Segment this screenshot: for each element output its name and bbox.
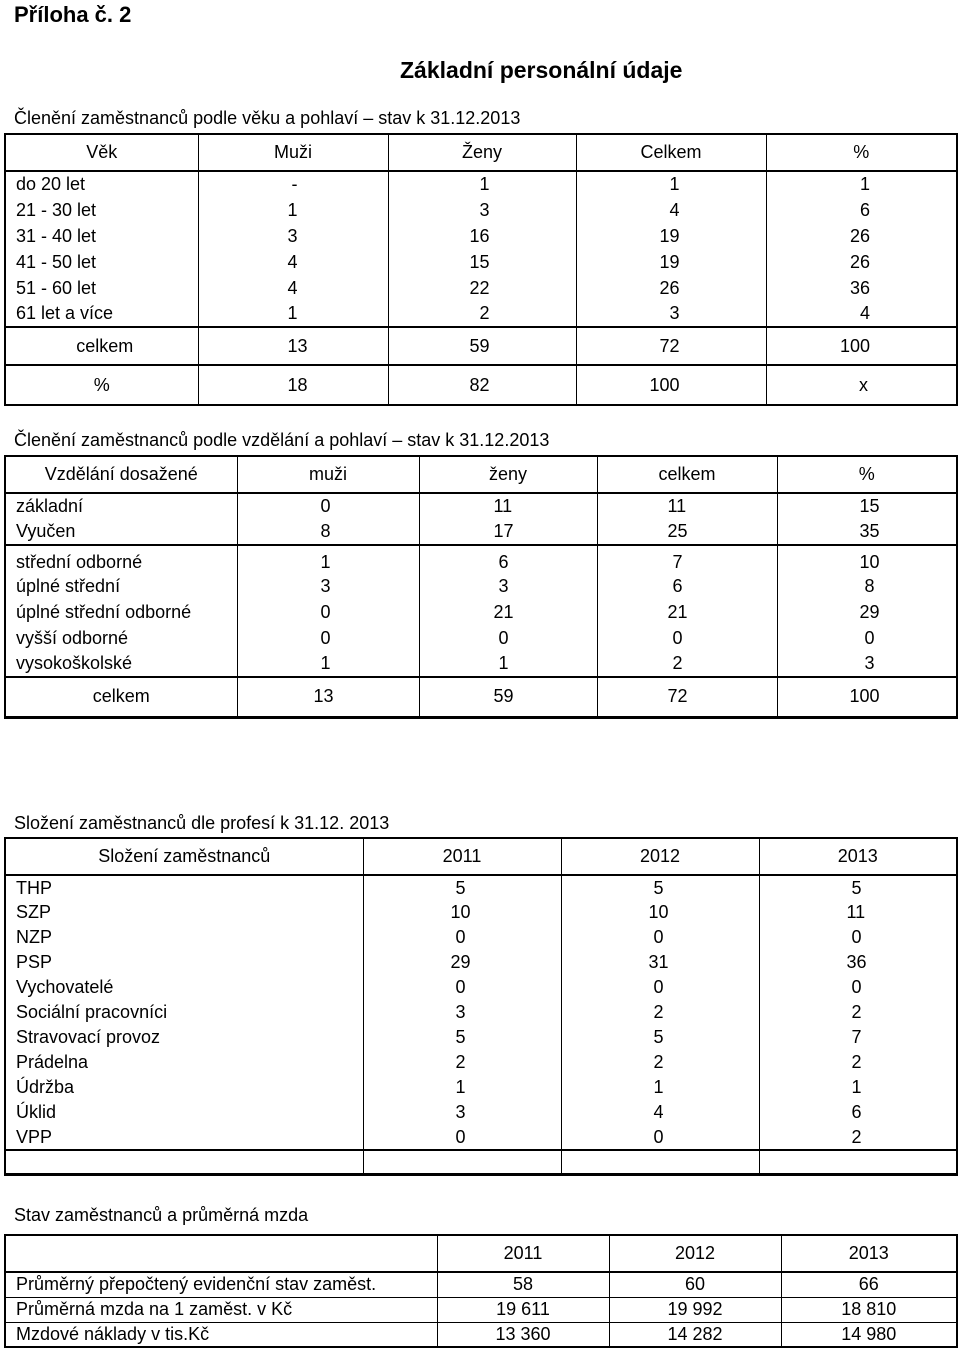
percent-cell: 0 — [777, 625, 957, 651]
men-cell: 0 — [237, 599, 419, 625]
year-2011-cell: 1 — [363, 1075, 561, 1100]
percent-cell: 100 — [766, 327, 957, 365]
profession-name-cell: VPP — [5, 1125, 363, 1150]
wage-header-cell: 2012 — [609, 1235, 781, 1272]
men-cell: 13 — [237, 677, 419, 717]
total-cell: 4 — [576, 197, 766, 223]
total-cell: 72 — [597, 677, 777, 717]
year-2012-cell: 5 — [561, 875, 759, 900]
table-row — [5, 1050, 957, 1075]
education-level-cell: úplné střední odborné — [5, 599, 237, 625]
total-cell: 6 — [597, 573, 777, 599]
men-cell: 0 — [237, 625, 419, 651]
year-2012-cell: 4 — [561, 1100, 759, 1125]
table-row — [5, 197, 957, 223]
percent-cell: 36 — [766, 275, 957, 301]
profession-name-cell: Stravovací provoz — [5, 1025, 363, 1050]
empty-cell — [5, 1150, 363, 1174]
age-group-cell: 21 - 30 let — [5, 197, 198, 223]
empty-cell — [759, 1150, 957, 1174]
profession-name-cell: THP — [5, 875, 363, 900]
men-cell: 1 — [237, 545, 419, 573]
women-cell: 11 — [419, 493, 597, 519]
profession-table-header-row — [5, 838, 957, 875]
education-level-cell: vyšší odborné — [5, 625, 237, 651]
year-2012-cell: 10 — [561, 900, 759, 925]
age-header-cell: Věk — [5, 134, 198, 171]
age-table — [4, 133, 958, 406]
percent-cell: 15 — [777, 493, 957, 519]
year-2011-cell: 58 — [437, 1272, 609, 1297]
table-row — [5, 925, 957, 950]
year-2012-cell: 19 992 — [609, 1297, 781, 1322]
education-table-header-row — [5, 456, 957, 493]
men-cell: 3 — [198, 223, 388, 249]
profession-header-cell: 2012 — [561, 838, 759, 875]
year-2013-cell: 2 — [759, 1125, 957, 1150]
wage-header-cell: 2013 — [781, 1235, 957, 1272]
men-cell: 18 — [198, 365, 388, 405]
year-2013-cell: 1 — [759, 1075, 957, 1100]
profession-header-cell: 2011 — [363, 838, 561, 875]
profession-name-cell: NZP — [5, 925, 363, 950]
table-row — [5, 1000, 957, 1025]
table-row — [5, 223, 957, 249]
table-row — [5, 599, 957, 625]
wage-header-cell: 2011 — [437, 1235, 609, 1272]
education-level-cell: Vyučen — [5, 519, 237, 545]
percent-cell: 100 — [777, 677, 957, 717]
women-cell: 3 — [388, 197, 576, 223]
empty-row — [5, 1150, 957, 1174]
women-cell: 0 — [419, 625, 597, 651]
empty-cell — [561, 1150, 759, 1174]
education-level-cell: střední odborné — [5, 545, 237, 573]
year-2013-cell: 14 980 — [781, 1322, 957, 1347]
total-cell: 7 — [597, 545, 777, 573]
age-header-cell: Ženy — [388, 134, 576, 171]
year-2012-cell: 31 — [561, 950, 759, 975]
women-cell: 17 — [419, 519, 597, 545]
table-row — [5, 1272, 957, 1297]
profession-header-cell: Složení zaměstnanců — [5, 838, 363, 875]
education-level-cell: vysokoškolské — [5, 651, 237, 677]
total-cell: 2 — [597, 651, 777, 677]
women-cell: 16 — [388, 223, 576, 249]
year-2013-cell: 11 — [759, 900, 957, 925]
table-row — [5, 249, 957, 275]
wage-metric-cell: Průměrná mzda na 1 zaměst. v Kč — [5, 1297, 437, 1322]
table-row — [5, 493, 957, 519]
women-cell: 22 — [388, 275, 576, 301]
women-cell: 15 — [388, 249, 576, 275]
profession-name-cell: Sociální pracovníci — [5, 1000, 363, 1025]
education-level-cell: úplné střední — [5, 573, 237, 599]
education-table-caption: Členění zaměstnanců podle vzdělání a pohlaví – stav k 31.12.2013 — [14, 430, 550, 450]
men-cell: 8 — [237, 519, 419, 545]
year-2011-cell: 0 — [363, 925, 561, 950]
education-header-cell: muži — [237, 456, 419, 493]
year-2013-cell: 0 — [759, 975, 957, 1000]
total-cell: 1 — [576, 171, 766, 197]
profession-table-caption: Složení zaměstnanců dle profesí k 31.12. 2013 — [14, 813, 390, 833]
education-header-cell: % — [777, 456, 957, 493]
table-row — [5, 1125, 957, 1150]
age-table-body — [5, 171, 957, 405]
table-row — [5, 950, 957, 975]
men-cell: 0 — [237, 493, 419, 519]
year-2013-cell: 6 — [759, 1100, 957, 1125]
percent-cell: 26 — [766, 249, 957, 275]
year-2013-cell: 5 — [759, 875, 957, 900]
percent-cell: 8 — [777, 573, 957, 599]
table-row — [5, 625, 957, 651]
women-cell: 21 — [419, 599, 597, 625]
women-cell: 82 — [388, 365, 576, 405]
percent-cell: 10 — [777, 545, 957, 573]
profession-name-cell: PSP — [5, 950, 363, 975]
table-row — [5, 1100, 957, 1125]
table-row — [5, 573, 957, 599]
profession-header-cell: 2013 — [759, 838, 957, 875]
year-2011-cell: 3 — [363, 1100, 561, 1125]
men-cell: 1 — [198, 197, 388, 223]
table-row — [5, 1075, 957, 1100]
percent-cell: 29 — [777, 599, 957, 625]
year-2013-cell: 0 — [759, 925, 957, 950]
men-cell: 3 — [237, 573, 419, 599]
percent-cell: 1 — [766, 171, 957, 197]
age-table-caption: Členění zaměstnanců podle věku a pohlaví – stav k 31.12.2013 — [14, 108, 521, 128]
total-label-cell: celkem — [5, 327, 198, 365]
year-2012-cell: 2 — [561, 1000, 759, 1025]
percent-cell: 3 — [777, 651, 957, 677]
year-2013-cell: 36 — [759, 950, 957, 975]
page-title: Základní personální údaje — [400, 57, 683, 83]
women-cell: 1 — [388, 171, 576, 197]
education-header-cell: ženy — [419, 456, 597, 493]
education-table-body — [5, 493, 957, 717]
total-cell: 25 — [597, 519, 777, 545]
total-cell: 19 — [576, 249, 766, 275]
profession-table — [4, 837, 958, 1176]
education-level-cell: základní — [5, 493, 237, 519]
age-group-cell: 51 - 60 let — [5, 275, 198, 301]
wage-table-caption: Stav zaměstnanců a průměrná mzda — [14, 1205, 309, 1225]
women-cell: 2 — [388, 301, 576, 327]
year-2012-cell: 14 282 — [609, 1322, 781, 1347]
appendix-label: Příloha č. 2 — [14, 2, 132, 27]
table-row — [5, 651, 957, 677]
table-row — [5, 1322, 957, 1347]
total-cell: 11 — [597, 493, 777, 519]
profession-name-cell: Úklid — [5, 1100, 363, 1125]
wage-header-cell — [5, 1235, 437, 1272]
wage-table — [4, 1234, 958, 1348]
women-cell: 59 — [419, 677, 597, 717]
age-table-header-row — [5, 134, 957, 171]
total-cell: 26 — [576, 275, 766, 301]
year-2013-cell: 18 810 — [781, 1297, 957, 1322]
percent-cell: 26 — [766, 223, 957, 249]
year-2011-cell: 19 611 — [437, 1297, 609, 1322]
age-group-cell: 31 - 40 let — [5, 223, 198, 249]
education-table — [4, 455, 958, 719]
profession-name-cell: SZP — [5, 900, 363, 925]
total-cell: 100 — [576, 365, 766, 405]
empty-cell — [363, 1150, 561, 1174]
age-total-row — [5, 327, 957, 365]
table-row — [5, 1297, 957, 1322]
table-row — [5, 1025, 957, 1050]
profession-name-cell: Vychovatelé — [5, 975, 363, 1000]
total-cell: 0 — [597, 625, 777, 651]
year-2011-cell: 0 — [363, 975, 561, 1000]
year-2012-cell: 60 — [609, 1272, 781, 1297]
total-cell: 72 — [576, 327, 766, 365]
age-header-cell: % — [766, 134, 957, 171]
education-total-row — [5, 677, 957, 717]
wage-metric-cell: Mzdové náklady v tis.Kč — [5, 1322, 437, 1347]
age-percent-row — [5, 365, 957, 405]
year-2012-cell: 0 — [561, 925, 759, 950]
profession-name-cell: Údržba — [5, 1075, 363, 1100]
table-row — [5, 900, 957, 925]
year-2011-cell: 5 — [363, 1025, 561, 1050]
age-header-cell: Muži — [198, 134, 388, 171]
men-cell: 1 — [237, 651, 419, 677]
table-row — [5, 301, 957, 327]
men-cell: - — [198, 171, 388, 197]
profession-name-cell: Prádelna — [5, 1050, 363, 1075]
education-header-cell: Vzdělání dosažené — [5, 456, 237, 493]
women-cell: 1 — [419, 651, 597, 677]
year-2011-cell: 29 — [363, 950, 561, 975]
total-label-cell: celkem — [5, 677, 237, 717]
year-2011-cell: 3 — [363, 1000, 561, 1025]
table-row — [5, 171, 957, 197]
total-cell: 21 — [597, 599, 777, 625]
year-2012-cell: 0 — [561, 1125, 759, 1150]
percent-cell: 6 — [766, 197, 957, 223]
year-2013-cell: 66 — [781, 1272, 957, 1297]
year-2013-cell: 2 — [759, 1000, 957, 1025]
year-2011-cell: 13 360 — [437, 1322, 609, 1347]
total-cell: 19 — [576, 223, 766, 249]
year-2012-cell: 2 — [561, 1050, 759, 1075]
year-2011-cell: 2 — [363, 1050, 561, 1075]
men-cell: 4 — [198, 275, 388, 301]
table-row — [5, 519, 957, 545]
education-header-cell: celkem — [597, 456, 777, 493]
age-group-cell: 41 - 50 let — [5, 249, 198, 275]
women-cell: 6 — [419, 545, 597, 573]
year-2011-cell: 0 — [363, 1125, 561, 1150]
wage-table-body — [5, 1272, 957, 1347]
age-group-cell: do 20 let — [5, 171, 198, 197]
table-row — [5, 875, 957, 900]
men-cell: 1 — [198, 301, 388, 327]
age-header-cell: Celkem — [576, 134, 766, 171]
women-cell: 59 — [388, 327, 576, 365]
year-2013-cell: 7 — [759, 1025, 957, 1050]
percent-label-cell: % — [5, 365, 198, 405]
percent-cell: x — [766, 365, 957, 405]
percent-cell: 35 — [777, 519, 957, 545]
men-cell: 4 — [198, 249, 388, 275]
women-cell: 3 — [419, 573, 597, 599]
table-row — [5, 975, 957, 1000]
year-2012-cell: 0 — [561, 975, 759, 1000]
table-row — [5, 545, 957, 573]
year-2011-cell: 5 — [363, 875, 561, 900]
table-row — [5, 275, 957, 301]
year-2013-cell: 2 — [759, 1050, 957, 1075]
wage-metric-cell: Průměrný přepočtený evidenční stav zaměst. — [5, 1272, 437, 1297]
year-2012-cell: 5 — [561, 1025, 759, 1050]
total-cell: 3 — [576, 301, 766, 327]
year-2012-cell: 1 — [561, 1075, 759, 1100]
wage-table-header-row — [5, 1235, 957, 1272]
men-cell: 13 — [198, 327, 388, 365]
profession-table-body — [5, 875, 957, 1174]
year-2011-cell: 10 — [363, 900, 561, 925]
age-group-cell: 61 let a více — [5, 301, 198, 327]
percent-cell: 4 — [766, 301, 957, 327]
